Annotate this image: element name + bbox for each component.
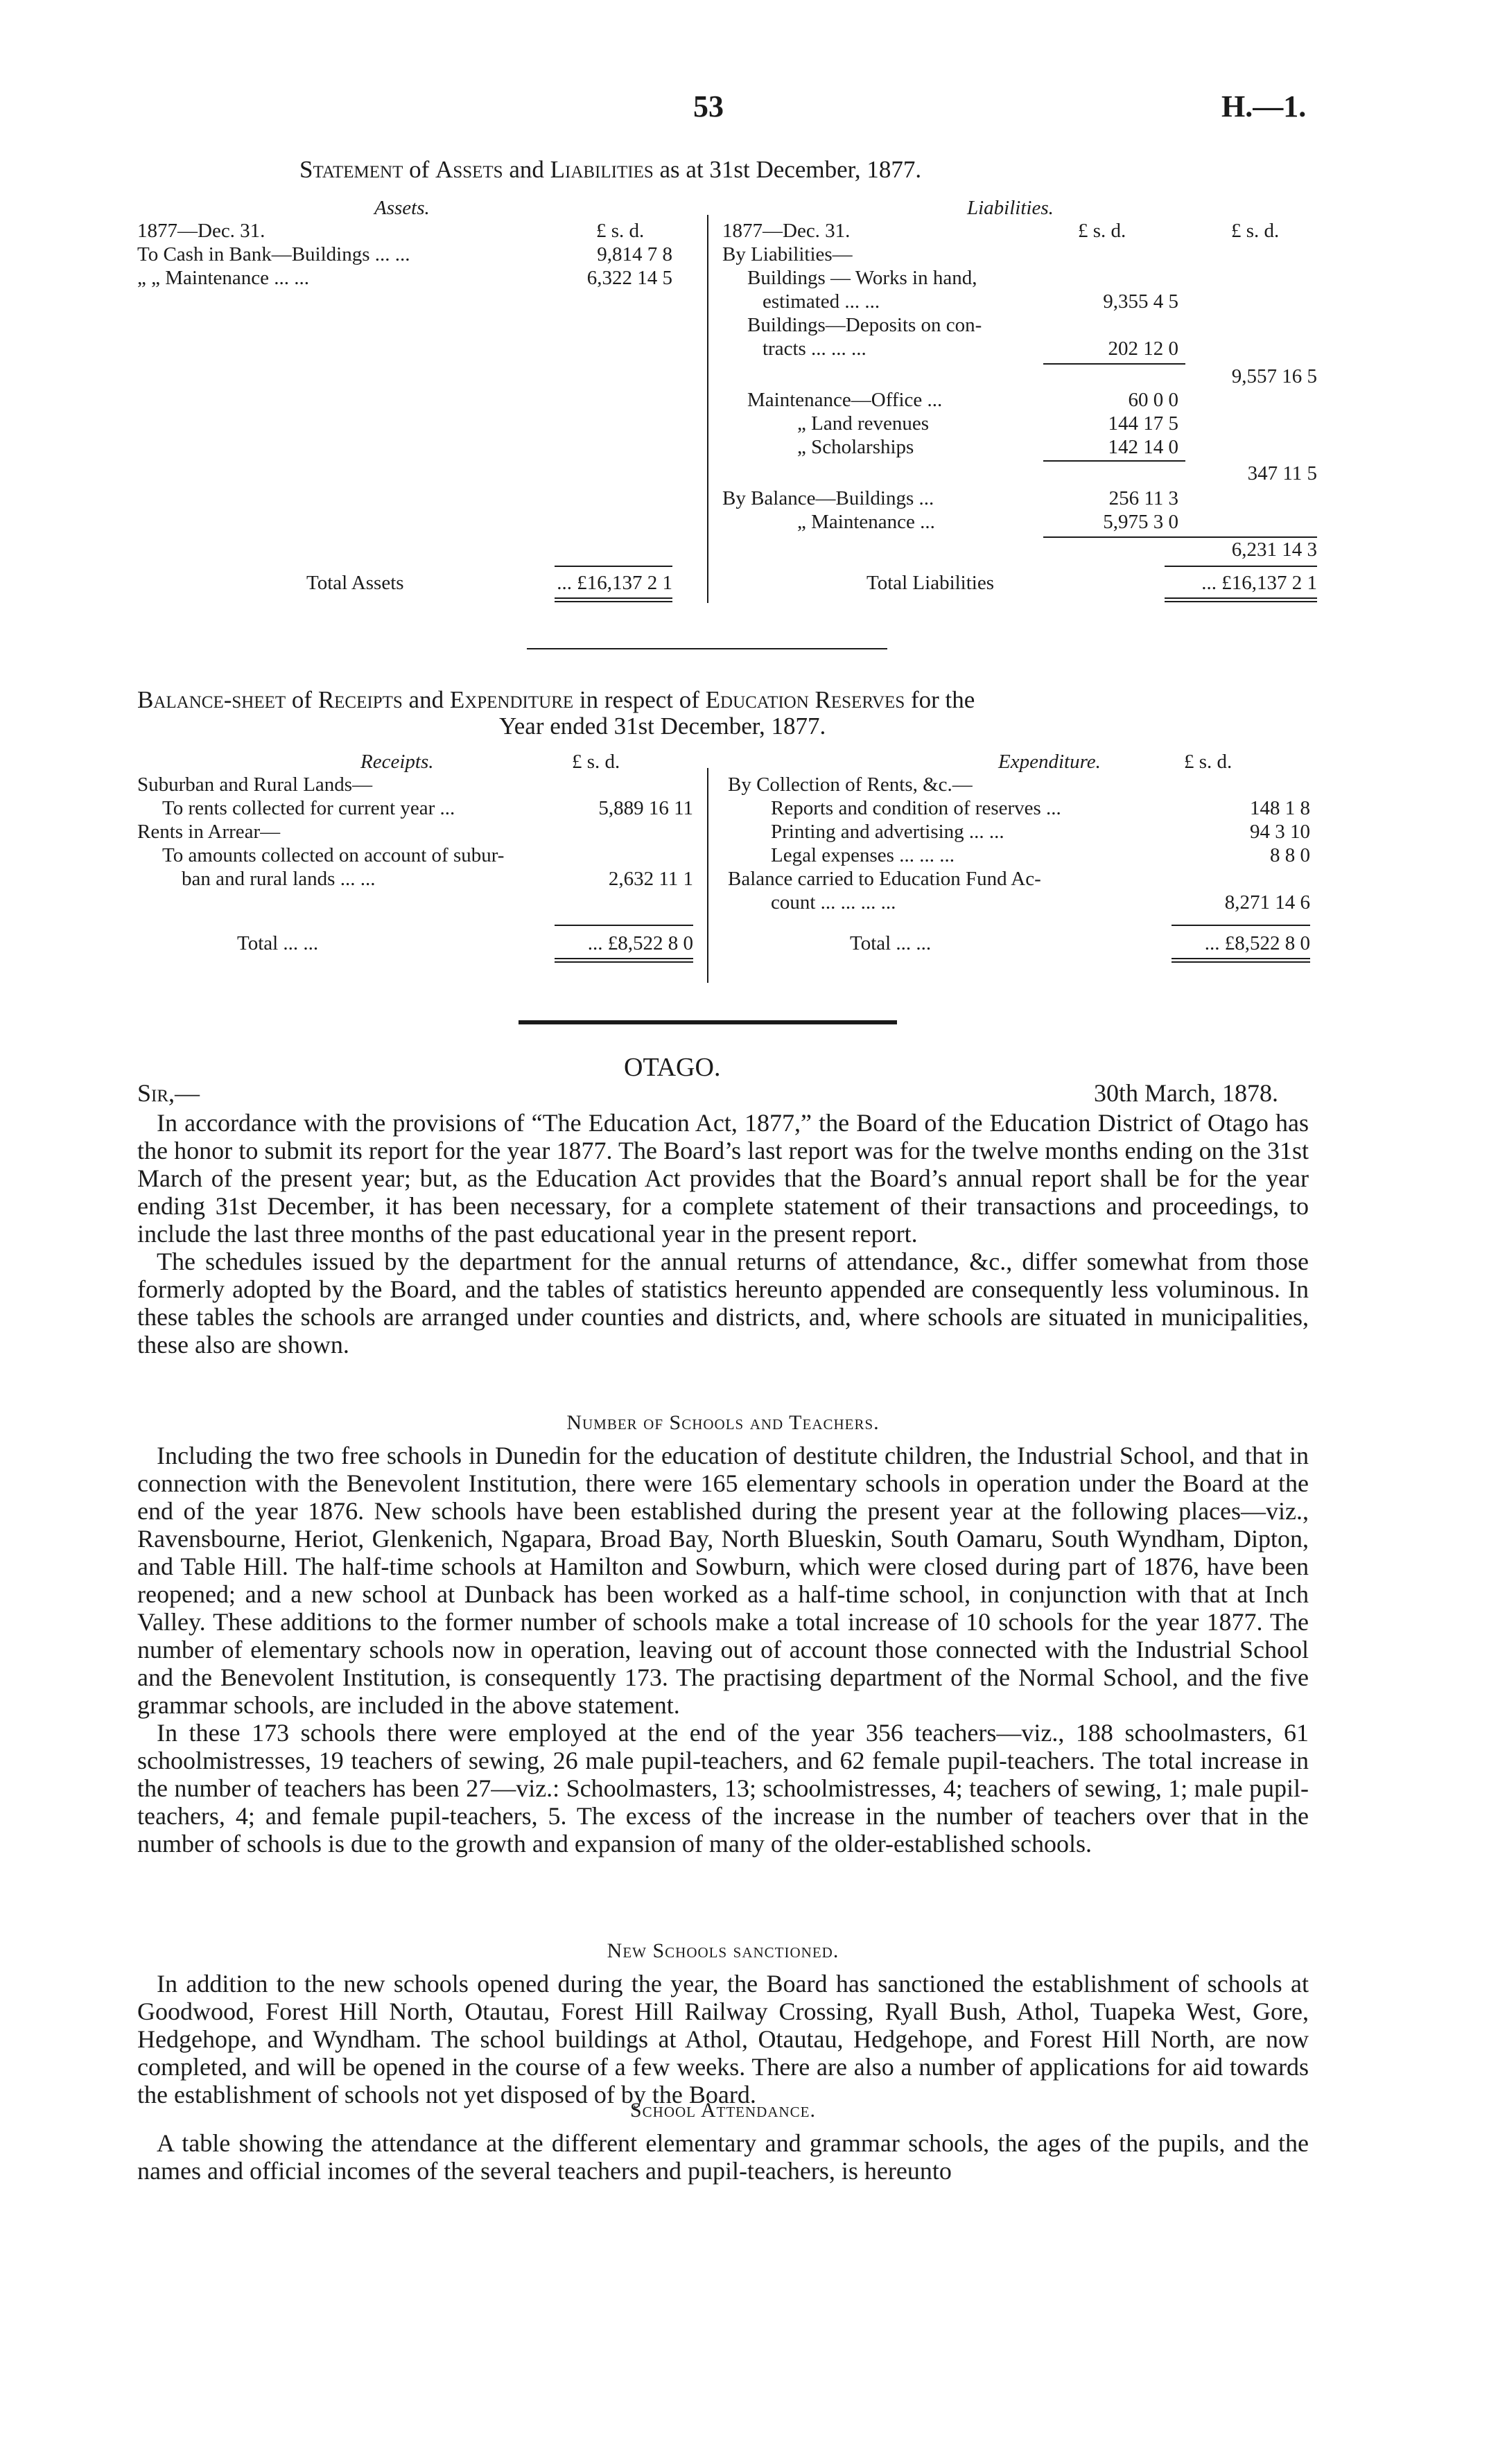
expenditure-total-double-rule bbox=[1172, 961, 1310, 963]
liabilities-date: 1877—Dec. 31. bbox=[722, 220, 851, 242]
liab-line: estimated ... ... bbox=[763, 290, 880, 313]
new-schools-paragraph: In addition to the new schools opened during the year, the Board has sanctioned the establishment of schools at Goodwood, Forest Hill North, Otautau, Forest Hill Railway Crossing, Ryall Bush, Athol, Tuapeka West, Gore, Hedgehope, and Wyndham. The school buildings at Athol, Otautau, Hedgehope, and Forest Hill North, are now completed, and will be opened in the course of a few weeks. There are also a number of applications for aid towards the establishment of schools not yet disposed of by the Board. bbox=[137, 1970, 1309, 2108]
intro-text bbox=[137, 1109, 1309, 1358]
liab-line: By Balance—Buildings ... bbox=[722, 487, 934, 509]
asset-label-maintenance: „ „ Maintenance ... ... bbox=[137, 267, 310, 289]
assets-column-divider bbox=[707, 215, 708, 603]
expenditure-amount: 8 8 0 bbox=[1270, 844, 1310, 866]
liab-line: „ Maintenance ... bbox=[797, 511, 935, 533]
liab-total-double-rule bbox=[1165, 601, 1317, 602]
liabilities-currency-header: £ s. d. bbox=[1078, 220, 1126, 242]
salutation: Sir,— bbox=[137, 1079, 200, 1107]
total-liabilities-label: Total Liabilities bbox=[866, 572, 995, 594]
assets-total-rule bbox=[555, 566, 672, 567]
schools-paragraph: Including the two free schools in Dunedin for the education of destitute children, the Industrial School, and that in connection with the Benevolent Institution, there were 165 elementary schools in operation under the Board at the end of the year 1876. New schools have been established during the present year at the following places—viz., Ravensbourne, Heriot, Glenkenich, Ngapara, Broad Bay, North Blueskin, South Oamaru, South Wyndham, Dipton, and Table Hill. The half-time schools at Hamilton and Sowburn, which were closed during part of 1876, have been reopened; and a new school at Dunback has been worked as a half-time school, in conjunction with that at Inch Valley. These additions to the former number of schools make a total increase of 10 schools for the year 1877. The number of elementary schools now in operation, leaving out of account those connected with the Industrial School and the Benevolent Institution, is consequently 173. The practising department of the Normal School, and the five grammar schools, are included in the above statement. bbox=[137, 1442, 1309, 1719]
expenditure-line: Printing and advertising ... ... bbox=[771, 821, 1004, 843]
attendance-paragraph: A table showing the attendance at the different elementary and grammar schools, the ages of the pupils, and the names and official incomes of the several teachers and pupil-teachers, is hereunto bbox=[137, 2129, 1309, 2185]
expenditure-currency-header: £ s. d. bbox=[1184, 751, 1233, 773]
letter-date: 30th March, 1878. bbox=[1094, 1079, 1278, 1107]
liab-amount: 5,975 3 0 bbox=[1103, 511, 1178, 533]
liab-line: Maintenance—Office ... bbox=[747, 389, 943, 411]
receipt-line: Suburban and Rural Lands— bbox=[137, 774, 373, 796]
thick-section-divider bbox=[519, 1020, 897, 1024]
receipt-amount: 5,889 16 11 bbox=[598, 797, 693, 819]
liab-amount: 256 11 3 bbox=[1108, 487, 1178, 509]
liab-line: „ Scholarships bbox=[797, 436, 914, 458]
liab-total-rule bbox=[1165, 566, 1317, 567]
intro-paragraph: The schedules issued by the department for the annual returns of attendance, &c., differ somewhat from those formerly adopted by the Board, and the tables of statistics hereunto appended are consequently less voluminous. In these tables the schools are arranged under counties and districts, and, where schools are situated in municipalities, these also are shown. bbox=[137, 1248, 1309, 1358]
asset-label-buildings: To Cash in Bank—Buildings ... ... bbox=[137, 243, 410, 265]
liab-line: Buildings—Deposits on con- bbox=[747, 314, 982, 336]
liab-subtotal: 9,557 16 5 bbox=[1231, 365, 1317, 387]
asset-amount-maintenance: 6,322 14 5 bbox=[586, 267, 672, 289]
section-heading-new-schools: New Schools sanctioned. bbox=[607, 1939, 839, 1962]
liab-subtotal: 6,231 14 3 bbox=[1231, 539, 1317, 561]
liab-subtotal: 347 11 5 bbox=[1247, 462, 1317, 484]
intro-paragraph: In accordance with the provisions of “The Education Act, 1877,” the Board of the Education District of Otago has the honor to submit its report for the year 1877. The Board’s last report was for the twelve months ending on the 31st March of the present year; but, as the Education Act provides that the Board’s annual report shall be for the year ending 31st December, it has been necessary, for a complete statement of their transactions and proceedings, to include the last three months of the past educational year in the present report. bbox=[137, 1109, 1309, 1248]
expenditure-line: Balance carried to Education Fund Ac- bbox=[728, 868, 1041, 890]
asset-amount-buildings: 9,814 7 8 bbox=[597, 243, 672, 265]
assets-date: 1877—Dec. 31. bbox=[137, 220, 265, 242]
expenditure-total-amount: ... £8,522 8 0 bbox=[1204, 932, 1310, 954]
assets-currency-header: £ s. d. bbox=[596, 220, 645, 242]
expenditure-total-label: Total ... ... bbox=[850, 932, 932, 954]
series-code: H.—1. bbox=[1221, 89, 1307, 123]
expenditure-line: Legal expenses ... ... ... bbox=[771, 844, 955, 866]
liab-line: tracts ... ... ... bbox=[763, 338, 866, 360]
total-assets-label: Total Assets bbox=[306, 572, 404, 594]
receipts-total-double-rule bbox=[555, 958, 693, 959]
receipt-line: Rents in Arrear— bbox=[137, 821, 281, 843]
expenditure-line: By Collection of Rents, &c.— bbox=[728, 774, 973, 796]
total-assets-amount: ... £16,137 2 1 bbox=[557, 572, 672, 594]
balance-column-divider bbox=[707, 768, 708, 983]
receipts-total-amount: ... £8,522 8 0 bbox=[587, 932, 693, 954]
liab-line: Buildings — Works in hand, bbox=[747, 267, 977, 289]
liab-amount: 60 0 0 bbox=[1128, 389, 1178, 411]
assets-total-double-rule bbox=[555, 597, 672, 599]
receipts-currency-header: £ s. d. bbox=[572, 751, 620, 773]
total-liabilities-amount: ... £16,137 2 1 bbox=[1201, 572, 1317, 594]
section-attendance-text bbox=[137, 2129, 1309, 2185]
liab-amount: 144 17 5 bbox=[1108, 412, 1178, 435]
region-title: OTAGO. bbox=[624, 1053, 721, 1082]
receipt-amount: 2,632 11 1 bbox=[608, 868, 693, 890]
liab-amount: 142 14 0 bbox=[1108, 436, 1178, 458]
page-number: 53 bbox=[693, 89, 724, 123]
receipts-heading: Receipts. bbox=[360, 751, 434, 773]
expenditure-line: Reports and condition of reserves ... bbox=[771, 797, 1061, 819]
assets-heading: Assets. bbox=[374, 197, 430, 219]
liab-total-double-rule bbox=[1165, 597, 1317, 599]
expenditure-line: count ... ... ... ... bbox=[771, 891, 896, 914]
receipt-line: To rents collected for current year ... bbox=[162, 797, 455, 819]
expenditure-heading: Expenditure. bbox=[998, 751, 1101, 773]
liab-amount: 202 12 0 bbox=[1108, 338, 1178, 360]
schools-paragraph: In these 173 schools there were employed at the end of the year 356 teachers—viz., 188 schoolmasters, 61 schoolmistresses, 19 teachers of sewing, 26 male pupil-teachers, and 62 female pupil-teachers. The total increase in the number of teachers has been 27—viz.: Schoolmasters, 13; schoolmistresses, 4; teachers of sewing, 1; male pupil-teachers, 4; and female pupil-teachers, 5. The excess of the increase in the number of teachers over that in the number of schools is due to the growth and expansion of many of the older-established schools. bbox=[137, 1719, 1309, 1858]
section-heading-schools: Number of Schools and Teachers. bbox=[566, 1411, 880, 1434]
liab-line: „ Land revenues bbox=[797, 412, 930, 435]
section-schools-text bbox=[137, 1442, 1309, 1858]
expenditure-total-rule bbox=[1172, 925, 1310, 926]
liabilities-by: By Liabilities— bbox=[722, 243, 853, 265]
liab-amount: 9,355 4 5 bbox=[1103, 290, 1178, 313]
balance-sheet-title-line2: Year ended 31st December, 1877. bbox=[499, 713, 826, 740]
receipts-total-label: Total ... ... bbox=[237, 932, 319, 954]
receipts-total-double-rule bbox=[555, 961, 693, 963]
expenditure-amount: 94 3 10 bbox=[1250, 821, 1310, 843]
section-new-schools-text bbox=[137, 1970, 1309, 2108]
assets-total-double-rule bbox=[555, 601, 672, 602]
receipt-line: To amounts collected on account of subur- bbox=[162, 844, 505, 866]
section-divider bbox=[527, 648, 887, 649]
assets-statement-title: Statement of Assets and Liabilities as at 31st December, 1877. bbox=[299, 156, 922, 183]
expenditure-total-double-rule bbox=[1172, 958, 1310, 959]
receipts-total-rule bbox=[555, 925, 693, 926]
section-heading-attendance: School Attendance. bbox=[629, 2099, 816, 2122]
expenditure-amount: 8,271 14 6 bbox=[1224, 891, 1310, 914]
expenditure-amount: 148 1 8 bbox=[1250, 797, 1310, 819]
liabilities-currency-header-2: £ s. d. bbox=[1231, 220, 1280, 242]
liabilities-heading: Liabilities. bbox=[967, 197, 1054, 219]
receipt-line: ban and rural lands ... ... bbox=[182, 868, 376, 890]
balance-sheet-title: Balance-sheet of Receipts and Expenditure in respect of Education Reserves for the bbox=[137, 686, 975, 713]
